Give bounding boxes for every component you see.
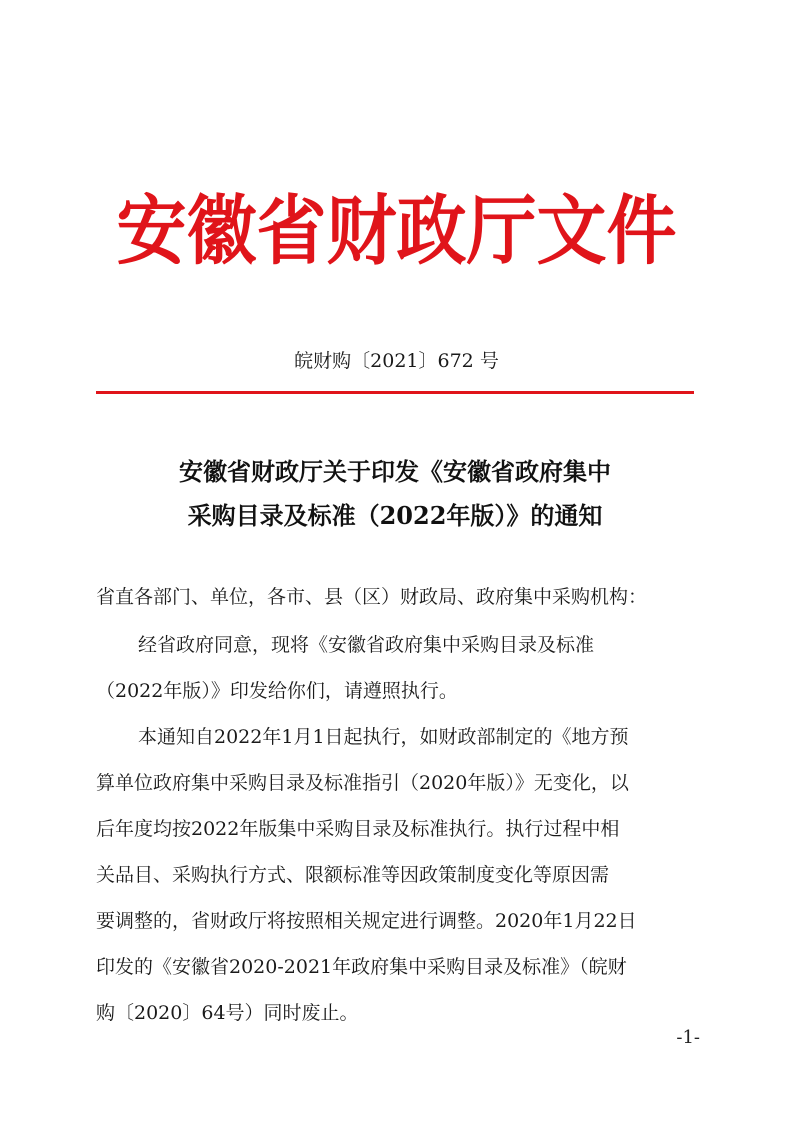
paragraph-2-line: 购〔2020〕64号）同时废止。 bbox=[96, 1002, 359, 1024]
red-separator-line bbox=[96, 391, 694, 394]
paragraph-1-line: 经省政府同意，现将《安徽省政府集中采购目录及标准 bbox=[138, 634, 595, 656]
body-paragraph-1 bbox=[96, 622, 696, 714]
page-number: -1- bbox=[676, 1027, 700, 1048]
notice-title bbox=[96, 450, 694, 538]
body-paragraph-2 bbox=[96, 714, 696, 1036]
paragraph-2-line: 关品目、采购执行方式、限额标准等因政策制度变化等原因需 bbox=[96, 864, 610, 886]
issuer-header-title: 安徽省财政厅文件 bbox=[116, 185, 677, 276]
notice-title-line-1: 安徽省财政厅关于印发《安徽省政府集中 bbox=[179, 457, 611, 486]
document-number: 皖财购〔2021〕672 号 bbox=[294, 350, 499, 372]
salutation: 省直各部门、单位，各市、县（区）财政局、政府集中采购机构： bbox=[96, 586, 648, 608]
paragraph-2-line: 本通知自2022年1月1日起执行，如财政部制定的《地方预 bbox=[138, 726, 629, 748]
notice-title-line-2: 采购目录及标准（2022年版）》的通知 bbox=[187, 501, 603, 530]
paragraph-1-line: （2022年版）》印发给你们，请遵照执行。 bbox=[96, 680, 458, 702]
paragraph-2-line: 后年度均按2022年版集中采购目录及标准执行。执行过程中相 bbox=[96, 818, 620, 840]
paragraph-2-line: 要调整的，省财政厅将按照相关规定进行调整。2020年1月22日 bbox=[96, 910, 637, 932]
paragraph-2-line: 印发的《安徽省2020-2021年政府集中采购目录及标准》（皖财 bbox=[96, 956, 627, 978]
paragraph-2-line: 算单位政府集中采购目录及标准指引（2020年版）》无变化，以 bbox=[96, 772, 629, 794]
